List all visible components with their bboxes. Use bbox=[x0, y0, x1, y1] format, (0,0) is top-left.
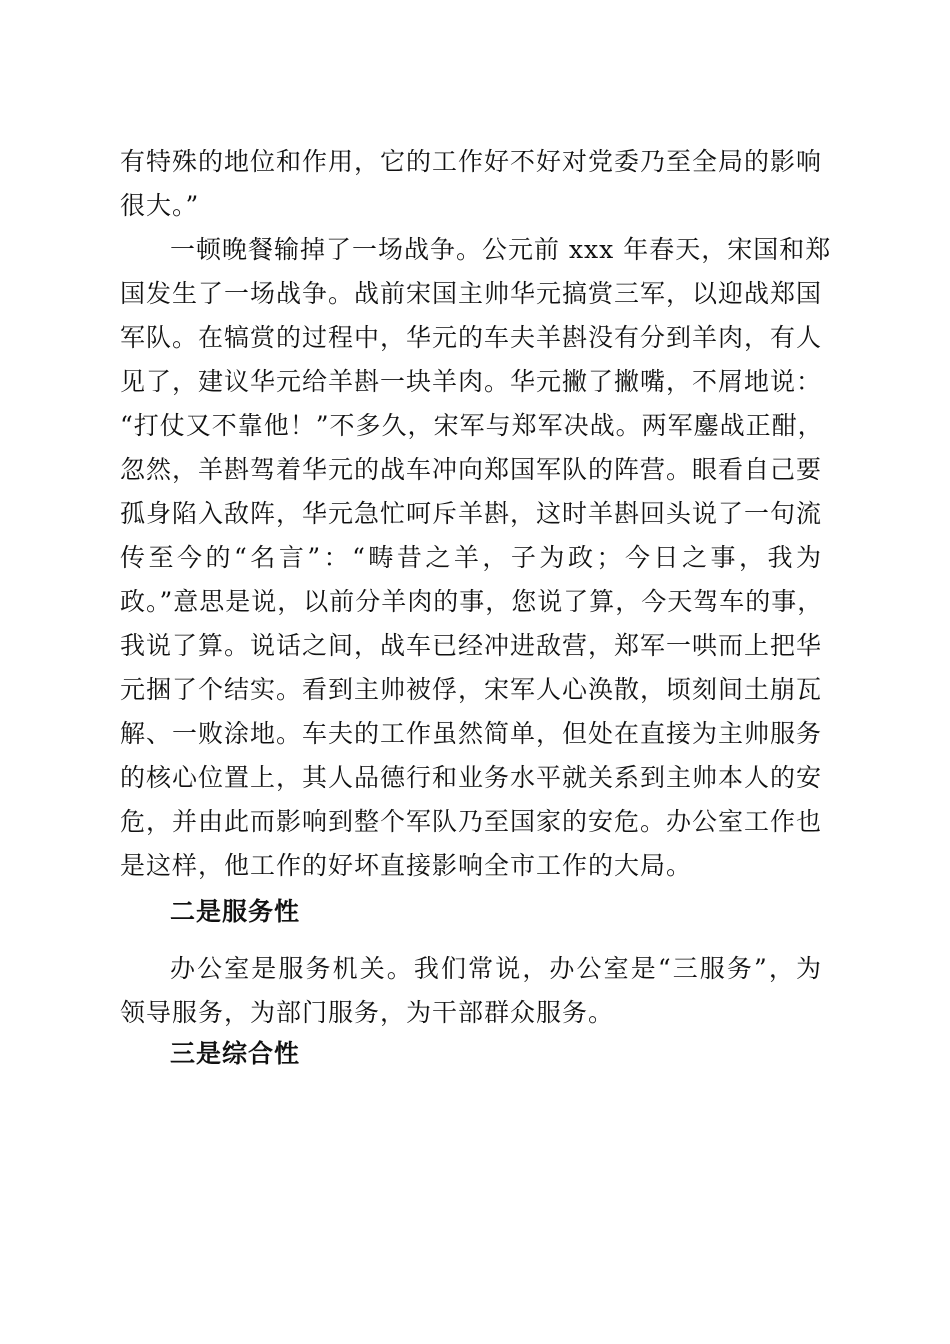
section-heading-comprehensive bbox=[120, 1032, 822, 1076]
text-line: 一顿晚餐输掉了一场战争。公元前 xxx 年春天，宋国和郑 bbox=[170, 235, 832, 264]
section-heading-service bbox=[120, 890, 822, 934]
text-line: 政。”意思是说，以前分羊肉的事，您说了算，今天驾车的事， bbox=[120, 587, 824, 616]
paragraph-story bbox=[120, 228, 832, 888]
text-line: 元捆了个结实。看到主帅被俘，宋军人心涣散，顷刻间土崩瓦 bbox=[120, 675, 823, 704]
text-line: 很大。” bbox=[120, 191, 200, 220]
text-line: 孤身陷入敌阵，华元急忙呵斥羊斟，这时羊斟回头说了一句流 bbox=[120, 499, 823, 528]
text-line: 见了，建议华元给羊斟一块羊肉。华元撇了撇嘴，不屑地说： bbox=[120, 367, 823, 396]
paragraph-continuation bbox=[120, 140, 822, 228]
text-line: 解、一败涂地。车夫的工作虽然简单，但处在直接为主帅服务 bbox=[120, 719, 823, 748]
heading-text: 三是综合性 bbox=[170, 1039, 301, 1068]
text-line: 的核心位置上，其人品德行和业务水平就关系到主帅本人的安 bbox=[120, 763, 823, 792]
text-line: 领导服务，为部门服务，为干部群众服务。 bbox=[120, 998, 615, 1027]
text-line: 危，并由此而影响到整个军队乃至国家的安危。办公室工作也 bbox=[120, 807, 823, 836]
paragraph-service bbox=[120, 947, 822, 1035]
text-line: 忽然，羊斟驾着华元的战车冲向郑国军队的阵营。眼看自己要 bbox=[120, 455, 823, 484]
text-line: 有特殊的地位和作用，它的工作好不好对党委乃至全局的影响 bbox=[120, 147, 823, 176]
text-line: 传至今的“名言”：“畴昔之羊，子为政；今日之事，我为 bbox=[120, 543, 822, 572]
text-line: 我说了算。说话之间，战车已经冲进敌营，郑军一哄而上把华 bbox=[120, 631, 823, 660]
heading-text: 二是服务性 bbox=[170, 897, 301, 926]
text-line: 军队。在犒赏的过程中，华元的车夫羊斟没有分到羊肉，有人 bbox=[120, 323, 823, 352]
text-line: “打仗又不靠他！”不多久，宋军与郑军决战。两军鏖战正酣， bbox=[120, 411, 824, 440]
text-line: 国发生了一场战争。战前宋国主帅华元搞赏三军，以迎战郑国 bbox=[120, 279, 823, 308]
text-line: 办公室是服务机关。我们常说，办公室是“三服务”，为 bbox=[170, 954, 822, 983]
text-line: 是这样，他工作的好坏直接影响全市工作的大局。 bbox=[120, 851, 693, 880]
